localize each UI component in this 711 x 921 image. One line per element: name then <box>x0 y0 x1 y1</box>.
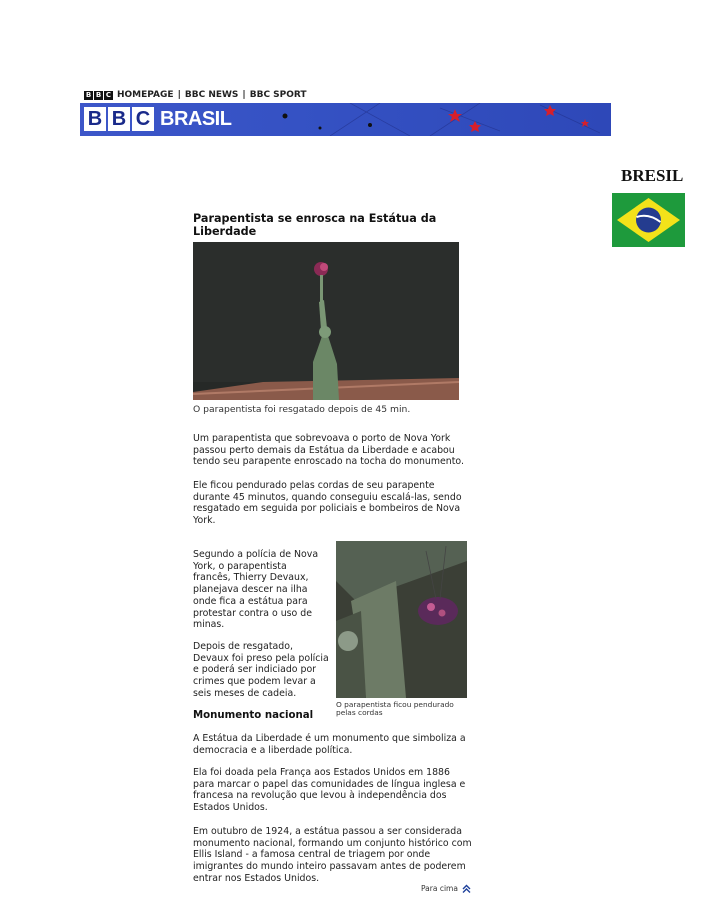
statue-of-liberty-photo <box>193 242 459 400</box>
double-chevron-up-icon <box>462 884 471 893</box>
back-to-top-link[interactable] <box>421 884 471 893</box>
logo-block-b1: B <box>84 107 106 131</box>
brazil-flag-image <box>612 193 685 247</box>
article-paragraph: Um parapentista que sobrevoava o porto de Nova York passou perto demais da Estátua da Liberdade e acabou tendo seu parapente enroscado na tocha do monumento. <box>193 433 464 468</box>
bbc-block-c: C <box>105 90 112 99</box>
nav-link-bbc-news[interactable]: BBC NEWS <box>184 90 239 100</box>
bbc-brasil-logo[interactable] <box>84 107 231 131</box>
article-paragraph: Em outubro de 1924, a estátua passou a ser considerada monumento nacional, formando um conjunto histórico com Ellis Island - a famosa central de triagem por onde imigrantes do mundo inteiro passavam antes de poderem entrar nos Estados Unidos. <box>193 826 472 884</box>
logo-block-c: C <box>132 107 154 131</box>
bbc-block-b2: B <box>95 90 102 99</box>
photo-caption: O parapentista foi resgatado depois de 45 min. <box>193 404 411 415</box>
article-paragraph: Segundo a polícia de Nova York, o parapentista francês, Thierry Devaux, planejava descer na ilha onde fica a estátua para protestar contra o uso de minas. <box>193 549 319 631</box>
logo-block-b2: B <box>108 107 130 131</box>
country-label: BRESIL <box>621 166 684 185</box>
service-name: BRASIL <box>160 107 232 130</box>
photo-caption: O parapentista ficou pendurado pelas cordas <box>336 700 454 718</box>
bbc-block-b1: B <box>85 90 92 99</box>
nav-separator: | <box>242 90 246 100</box>
article-paragraph: Ele ficou pendurado pelas cordas de seu parapente durante 45 minutos, quando conseguiu escalá-las, sendo resgatado em seguida por policiais e bombeiros de Nova York. <box>193 480 462 527</box>
bbc-mini-logo[interactable] <box>84 91 113 100</box>
paraglider-hanging-photo <box>336 541 467 698</box>
nav-separator: | <box>177 90 181 100</box>
bbc-brasil-banner <box>80 103 611 136</box>
article-paragraph: A Estátua da Liberdade é um monumento que simboliza a democracia e a liberdade política. <box>193 733 466 756</box>
back-to-top-label: Para cima <box>421 884 458 893</box>
article-paragraph: Ela foi doada pela França aos Estados Unidos em 1886 para marcar o papel das comunidades de língua inglesa e francesa na revolução que levou à independência dos Estados Unidos. <box>193 767 466 814</box>
nav-link-homepage[interactable]: HOMEPAGE <box>117 90 174 100</box>
article-paragraph: Depois de resgatado, Devaux foi preso pela polícia e poderá ser indiciado por crimes que podem levar a seis meses de cadeia. <box>193 641 329 699</box>
nav-link-bbc-sport[interactable]: BBC SPORT <box>249 90 307 100</box>
section-subheading: Monumento nacional <box>193 710 314 721</box>
top-navigation <box>84 90 307 100</box>
article-headline: Parapentista se enrosca na Estátua da Liberdade <box>193 212 437 238</box>
